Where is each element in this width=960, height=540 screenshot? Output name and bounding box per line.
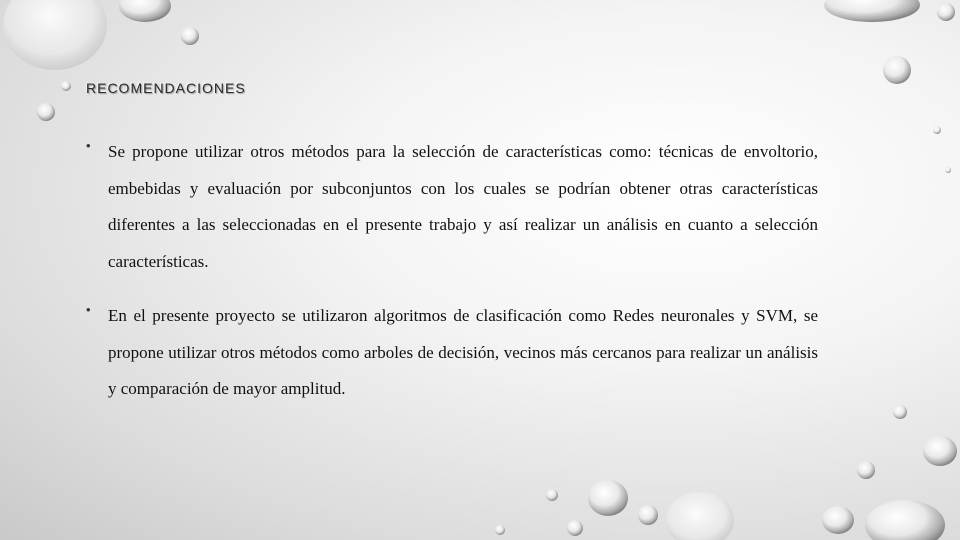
droplet: [588, 480, 628, 516]
bullet-list: [86, 134, 818, 426]
bullet-text: En el presente proyecto se utilizaron algoritmos de clasificación como Redes neuronales y SVM, se propone utilizar otros métodos como arboles de decisión, vecinos más cercanos para realizar un análisis y comparación de mayor amplitud.: [108, 306, 818, 398]
droplet: [824, 0, 920, 22]
bullet-marker: •: [86, 302, 91, 317]
droplet: [638, 505, 658, 525]
droplet: [181, 27, 199, 45]
droplet: [567, 520, 583, 536]
droplet: [937, 3, 955, 21]
bullet-item: [86, 298, 818, 408]
droplet: [666, 492, 734, 540]
slide-title: RECOMENDACIONES: [86, 80, 246, 96]
droplet: [865, 500, 945, 540]
droplet: [822, 506, 854, 534]
bullet-text: Se propone utilizar otros métodos para la selección de características como: técnicas de envoltorio, embebidas y evaluación por subconjuntos con los cuales se podrían obtener otras características diferentes a las seleccionadas en el presente trabajo y así realizar un análisis en cuanto a selección características.: [108, 142, 818, 271]
bullet-marker: •: [86, 138, 91, 153]
droplet: [923, 436, 957, 466]
droplet: [119, 0, 171, 22]
droplet: [495, 525, 505, 535]
droplet: [857, 461, 875, 479]
droplet: [883, 56, 911, 84]
droplet: [37, 103, 55, 121]
droplet: [893, 405, 907, 419]
bullet-item: [86, 134, 818, 280]
droplet: [61, 81, 71, 91]
droplet: [933, 126, 941, 134]
droplet: [546, 489, 558, 501]
droplet: [945, 167, 951, 173]
droplet: [3, 0, 107, 70]
